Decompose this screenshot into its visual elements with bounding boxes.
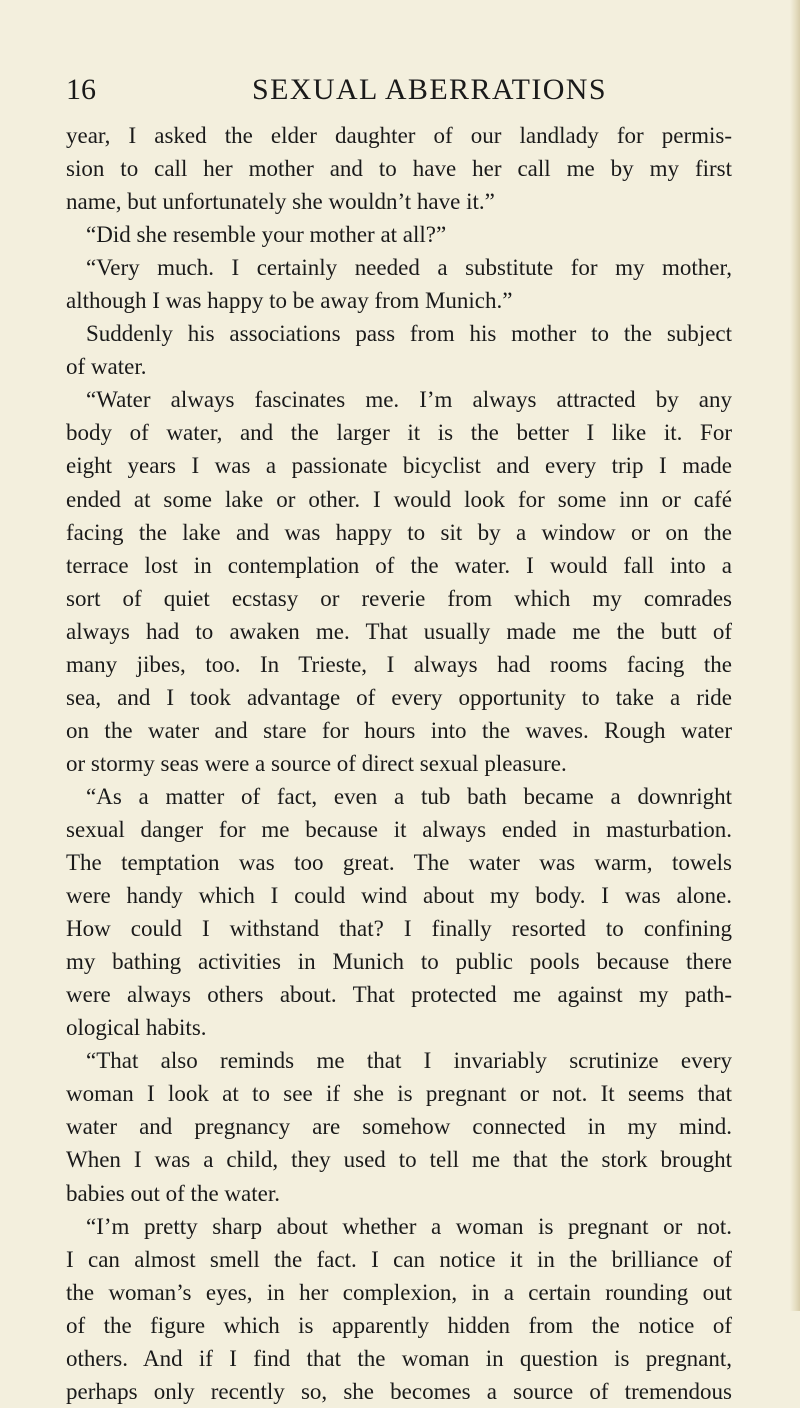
text-line: although I was happy to be away from Munich.” xyxy=(66,288,513,314)
text-line: were always others about. That protected me against my path- xyxy=(66,982,732,1008)
text-line: were handy which I could wind about my body. I was alone. xyxy=(66,883,732,909)
text-line: I can almost smell the fact. I can notice it in the brilliance of xyxy=(66,1246,732,1272)
text-line: or stormy seas were a source of direct sexual pleasure. xyxy=(66,750,567,776)
text-line: my bathing activities in Munich to public pools because there xyxy=(66,949,732,975)
page-edge-shadow xyxy=(790,0,800,1311)
text-line: When I was a child, they used to tell me that the stork brought xyxy=(66,1147,732,1173)
text-line: “That also reminds me that I invariably scrutinize every xyxy=(86,1048,732,1074)
text-line: sion to call her mother and to have her call me by my first xyxy=(66,156,732,182)
text-line: How could I withstand that? I finally resorted to confining xyxy=(66,916,732,942)
text-line: eight years I was a passionate bicyclist and every trip I made xyxy=(66,453,732,479)
text-line: others. And if I find that the woman in question is pregnant, xyxy=(66,1345,732,1371)
text-line: the woman’s eyes, in her complexion, in a certain rounding out xyxy=(66,1279,732,1305)
text-line: of the figure which is apparently hidden from the notice of xyxy=(66,1312,732,1338)
running-title: SEXUAL ABERRATIONS xyxy=(252,73,607,106)
text-line: Suddenly his associations pass from his mother to the subject xyxy=(86,321,732,347)
text-line: “Water always fascinates me. I’m always attracted by any xyxy=(86,387,732,413)
text-line: sexual danger for me because it always ended in masturbation. xyxy=(66,816,732,842)
text-line: ological habits. xyxy=(66,1015,207,1041)
running-head xyxy=(66,72,732,108)
text-line: sort of quiet ecstasy or reverie from which my comrades xyxy=(66,585,732,611)
text-line: water and pregnancy are somehow connected in my mind. xyxy=(66,1114,732,1140)
text-line: many jibes, too. In Trieste, I always had rooms facing the xyxy=(66,651,732,677)
text-line: on the water and stare for hours into the waves. Rough water xyxy=(66,717,732,743)
text-line: “I’m pretty sharp about whether a woman is pregnant or not. xyxy=(86,1213,732,1239)
text-line: ended at some lake or other. I would look for some inn or café xyxy=(66,486,732,512)
text-line: woman I look at to see if she is pregnant or not. It seems that xyxy=(66,1081,732,1107)
text-line: The temptation was too great. The water was warm, towels xyxy=(66,850,732,876)
page-number: 16 xyxy=(66,73,96,106)
text-line: “Very much. I certainly needed a substitute for my mother, xyxy=(86,255,732,281)
text-line: year, I asked the elder daughter of our landlady for permis- xyxy=(66,123,732,148)
text-line: body of water, and the larger it is the better I like it. For xyxy=(66,420,732,446)
text-line: terrace lost in contemplation of the water. I would fall into a xyxy=(66,552,732,578)
body-text xyxy=(66,119,732,1408)
text-line: “As a matter of fact, even a tub bath became a downright xyxy=(86,783,732,809)
text-line: name, but unfortunately she wouldn’t have it.” xyxy=(66,189,495,215)
text-line: babies out of the water. xyxy=(66,1180,280,1206)
text-line: of water. xyxy=(66,354,147,380)
text-line: facing the lake and was happy to sit by a window or on the xyxy=(66,519,732,545)
text-line: “Did she resemble your mother at all?” xyxy=(86,222,447,248)
text-line: sea, and I took advantage of every opportunity to take a ride xyxy=(66,684,732,710)
text-line: always had to awaken me. That usually made me the butt of xyxy=(66,618,732,644)
text-line: perhaps only recently so, she becomes a source of tremendous xyxy=(66,1378,732,1404)
